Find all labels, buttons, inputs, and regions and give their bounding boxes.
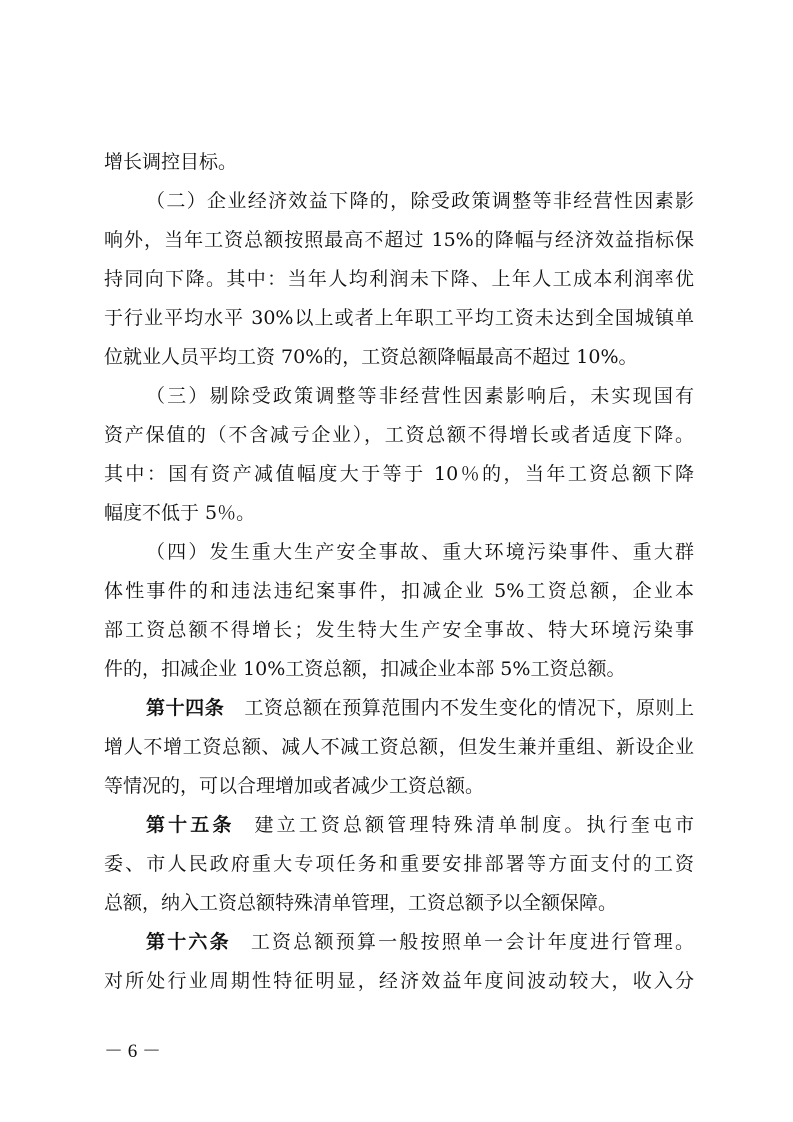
article-15-label: 第十五条: [146, 814, 235, 836]
paragraph-line: 部工资总额不得增长；发生特大生产安全事故、特大环境污染事: [104, 619, 694, 641]
paragraph-line: 总额，纳入工资总额特殊清单管理，工资总额予以全额保障。: [104, 892, 618, 914]
paragraph-line: 对所处行业周期性特征明显，经济效益年度间波动较大，收入分: [104, 970, 694, 992]
article-16-line: [146, 930, 694, 954]
paragraph-line: 委、市人民政府重大专项任务和重要安排部署等方面支付的工资: [104, 853, 694, 875]
article-14-line: [146, 696, 694, 720]
article-15-line: [146, 813, 694, 837]
paragraph-line: （三）剔除受政策调整等非经营性因素影响后，未实现国有: [146, 385, 694, 407]
article-14-label: 第十四条: [146, 697, 225, 719]
paragraph-line: （四）发生重大生产安全事故、重大环境污染事件、重大群: [146, 541, 694, 563]
article-16-text: 工资总额预算一般按照单一会计年度进行管理。: [250, 931, 694, 953]
article-16-label: 第十六条: [146, 931, 231, 953]
paragraph-line: 响外，当年工资总额按照最高不超过 15%的降幅与经济效益指标保: [104, 229, 694, 251]
paragraph-line: 增长调控目标。: [104, 151, 238, 173]
paragraph-line: （二）企业经济效益下降的，除受政策调整等非经营性因素影: [146, 190, 694, 212]
paragraph-line: 位就业人员平均工资 70%的，工资总额降幅最高不超过 10%。: [104, 346, 638, 368]
article-14-text: 工资总额在预算范围内不发生变化的情况下，原则上: [244, 697, 694, 719]
paragraph-line: 增人不增工资总额、减人不减工资总额，但发生兼并重组、新设企业: [104, 736, 694, 758]
paragraph-line: 体性事件的和违法违纪案事件，扣减企业 5%工资总额，企业本: [104, 580, 694, 602]
paragraph-line: 持同向下降。其中：当年人均利润未下降、上年人工成本利润率优: [104, 268, 694, 290]
paragraph-line: 资产保值的（不含减亏企业），工资总额不得增长或者适度下降。: [104, 424, 694, 446]
page-number: － 6 －: [104, 1041, 162, 1062]
paragraph-line: 等情况的，可以合理增加或者减少工资总额。: [104, 775, 485, 797]
paragraph-line: 件的，扣减企业 10%工资总额，扣减企业本部 5%工资总额。: [104, 658, 626, 680]
paragraph-line: 幅度不低于 5％。: [104, 502, 256, 524]
paragraph-line: 其中：国有资产减值幅度大于等于 10％的，当年工资总额下降: [104, 463, 694, 485]
paragraph-line: 于行业平均水平 30%以上或者上年职工平均工资未达到全国城镇单: [104, 307, 694, 329]
article-15-text: 建立工资总额管理特殊清单制度。执行奎屯市: [254, 814, 694, 836]
